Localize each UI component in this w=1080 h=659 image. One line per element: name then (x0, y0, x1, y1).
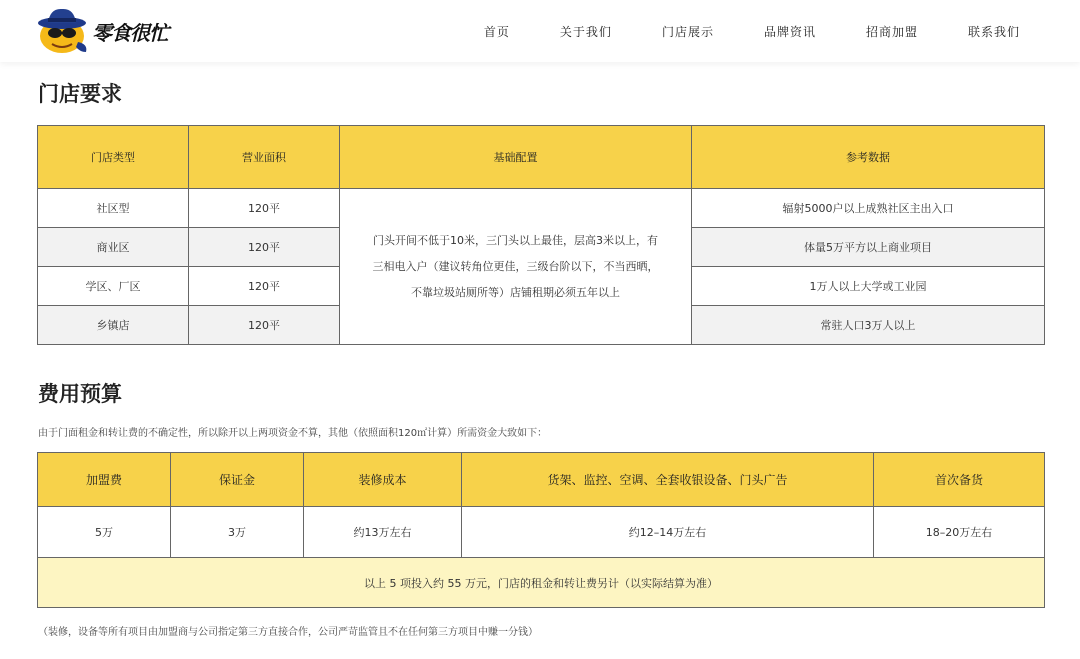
budget-value-cell: 约12–14万左右 (462, 507, 874, 558)
nav-home[interactable]: 首页 (483, 24, 510, 39)
column-header: 保证金 (171, 453, 304, 507)
config-line: 门头开间不低于10米，三门头以上最佳，层高3米以上，有 (373, 233, 658, 247)
store-requirements-title: 门店要求 (38, 82, 122, 106)
store-area-cell: 120平 (189, 189, 340, 228)
brand-name: 零食很忙 (92, 20, 168, 45)
budget-value-cell: 18–20万左右 (874, 507, 1045, 558)
reference-cell: 1万人以上大学或工业园 (692, 267, 1045, 306)
config-line: 不靠垃圾站厕所等）店铺租期必须五年以上 (411, 285, 620, 299)
budget-title: 费用预算 (38, 382, 122, 406)
column-header: 装修成本 (304, 453, 462, 507)
config-line: 三相电入户（建议转角位更佳，三级台阶以下，不当西晒， (372, 259, 659, 273)
nav-franchise[interactable]: 招商加盟 (865, 24, 918, 39)
store-type-cell: 学区、厂区 (38, 267, 189, 306)
store-type-cell: 商业区 (38, 228, 189, 267)
store-type-cell: 乡镇店 (38, 306, 189, 345)
column-header: 首次备货 (874, 453, 1045, 507)
nav-about[interactable]: 关于我们 (559, 24, 612, 39)
table-header-row (38, 453, 1045, 507)
budget-total-row (38, 558, 1045, 608)
column-header: 门店类型 (38, 126, 189, 189)
brand-logo[interactable] (36, 6, 168, 56)
budget-value-cell: 5万 (38, 507, 171, 558)
column-header: 基础配置 (340, 126, 692, 189)
store-area-cell: 120平 (189, 267, 340, 306)
table-row (38, 507, 1045, 558)
budget-footnote: （装修，设备等所有项目由加盟商与公司指定第三方直接合作，公司严苛监管且不在任何第三方项目中赚一分钱） (38, 627, 538, 638)
column-header: 加盟费 (38, 453, 171, 507)
store-requirements-table (37, 125, 1045, 345)
budget-note: 由于门面租金和转让费的不确定性，所以除开以上两项资金不算，其他（依照面积120㎡计算）所需资金大致如下： (38, 428, 548, 439)
basic-config-cell (340, 189, 692, 345)
budget-value-cell: 3万 (171, 507, 304, 558)
table-row (38, 189, 1045, 228)
budget-value-cell: 约13万左右 (304, 507, 462, 558)
nav-news[interactable]: 品牌资讯 (763, 24, 816, 39)
site-header (0, 0, 1080, 62)
main-nav (484, 0, 1020, 62)
column-header: 参考数据 (692, 126, 1045, 189)
column-header: 营业面积 (189, 126, 340, 189)
store-area-cell: 120平 (189, 306, 340, 345)
nav-contact[interactable]: 联系我们 (967, 24, 1020, 39)
table-header-row (38, 126, 1045, 189)
budget-table (37, 452, 1045, 608)
store-type-cell: 社区型 (38, 189, 189, 228)
store-area-cell: 120平 (189, 228, 340, 267)
reference-cell: 体量5万平方以上商业项目 (692, 228, 1045, 267)
budget-total-cell: 以上 5 项投入约 55 万元，门店的租金和转让费另计（以实际结算为准） (38, 558, 1045, 608)
detective-mascot-icon (36, 6, 90, 56)
reference-cell: 辐射5000户以上成熟社区主出入口 (692, 189, 1045, 228)
nav-stores[interactable]: 门店展示 (661, 24, 714, 39)
column-header: 货架、监控、空调、全套收银设备、门头广告 (462, 453, 874, 507)
reference-cell: 常驻人口3万人以上 (692, 306, 1045, 345)
